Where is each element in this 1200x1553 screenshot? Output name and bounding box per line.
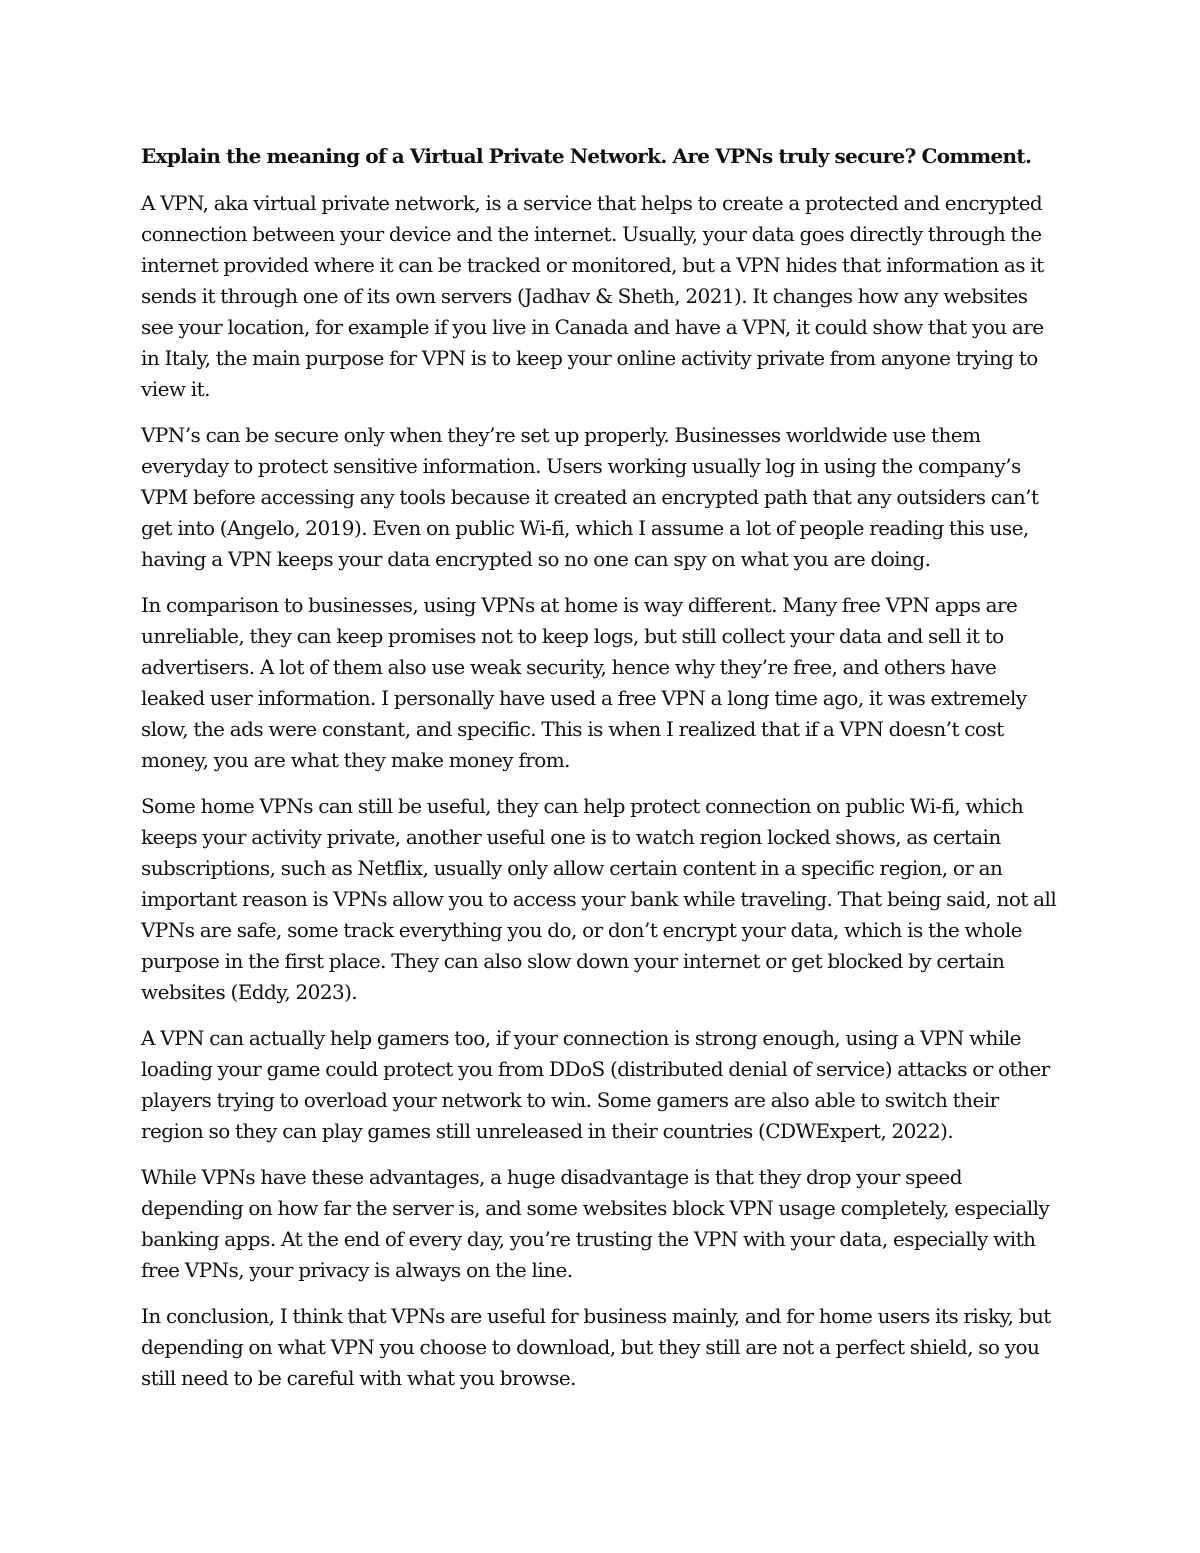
paragraph-vpn-definition: A VPN, aka virtual private network, is a service that helps to create a protected and encrypted connection between your device and the internet. Usually, your data goes directly through the internet provided where it can be tracked or monitored, but a VPN hides that information as it sends it through one of its own servers (Jadhav & Sheth, 2021). It changes how any websites see your location, for example if you live in Canada and have a VPN, it could show that you are in Italy, the main purpose for VPN is to keep your online activity private from anyone trying to view it. xyxy=(141,191,1044,401)
paragraph-home-vpn-uses: Some home VPNs can still be useful, they can help protect connection on public Wi-fi, which keeps your activity private, another useful one is to watch region locked shows, as certain subscriptions, such as Netflix, usually only allow certain content in a specific region, or an important reason is VPNs allow you to access your bank while traveling. That being said, not all VPNs are safe, some track everything you do, or don’t encrypt your data, which is the whole purpose in the first place. They can also slow down your internet or get blocked by certain websites (Eddy, 2023). xyxy=(141,794,1057,1004)
paragraph-disadvantages: While VPNs have these advantages, a huge disadvantage is that they drop your speed depending on how far the server is, and some websites block VPN usage completely, especially banking apps. At the end of every day, you’re trusting the VPN with your data, especially with free VPNs, your privacy is always on the line. xyxy=(141,1165,1050,1282)
paragraph-conclusion: In conclusion, I think that VPNs are useful for business mainly, and for home users its risky, but depending on what VPN you choose to download, but they still are not a perfect shield, so you still need to be careful with what you browse. xyxy=(141,1304,1051,1390)
paragraph-home-vs-business: In comparison to businesses, using VPNs at home is way different. Many free VPN apps are unreliable, they can keep promises not to keep logs, but still collect your data and sell it to advertisers. A lot of them also use weak security, hence why they’re free, and others have leaked user information. I personally have used a free VPN a long time ago, it was extremely slow, the ads were constant, and specific. This is when I realized that if a VPN doesn’t cost money, you are what they make money from. xyxy=(141,593,1027,772)
document-title: Explain the meaning of a Virtual Private Network. Are VPNs truly secure? Comment. xyxy=(141,144,1032,168)
paragraph-gaming: A VPN can actually help gamers too, if your connection is strong enough, using a VPN while loading your game could protect you from DDoS (distributed denial of service) attacks or other players trying to overload your network to win. Some gamers are also able to switch their region so they can play games still unreleased in their countries (CDWExpert, 2022). xyxy=(141,1026,1050,1143)
paragraph-vpn-security: VPN’s can be secure only when they’re set up properly. Businesses worldwide use them everyday to protect sensitive information. Users working usually log in using the company’s VPM before accessing any tools because it created an encrypted path that any outsiders can’t get into (Angelo, 2019). Even on public Wi-fi, which I assume a lot of people reading this use, having a VPN keeps your data encrypted so no one can spy on what you are doing. xyxy=(141,423,1039,571)
document-body xyxy=(141,141,1063,1409)
